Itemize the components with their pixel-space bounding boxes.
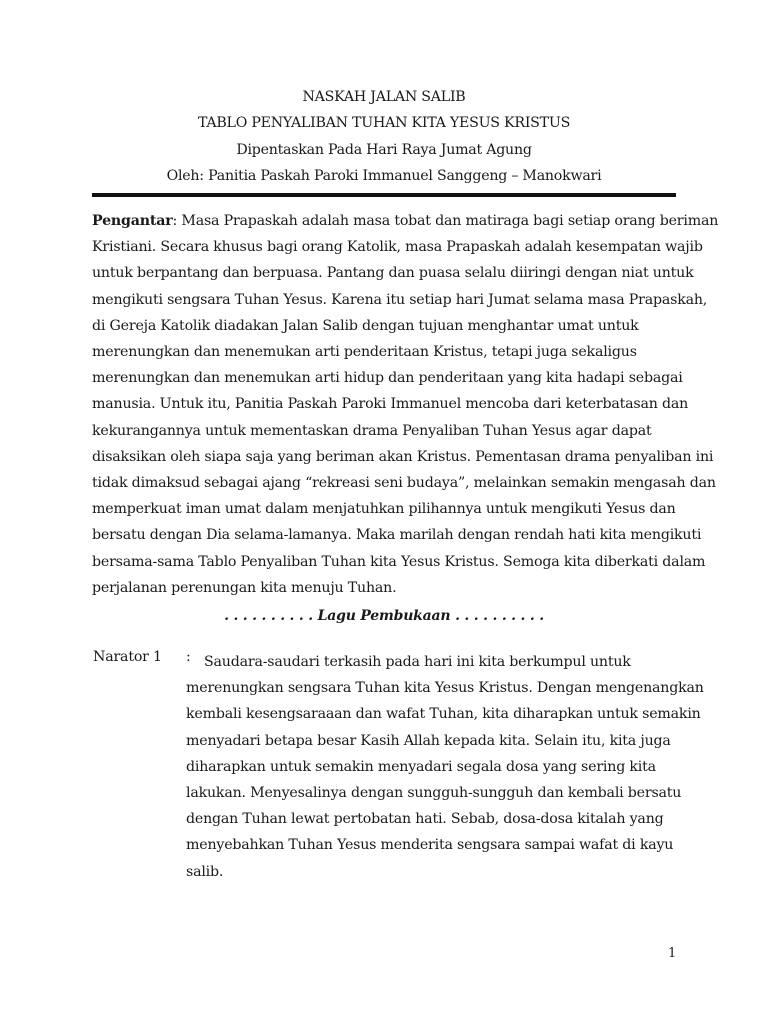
narrator-line: menyebahkan Tuhan Yesus menderita sengsara sampai wafat di kayu <box>186 837 674 854</box>
intro-line: bersama-sama Tablo Penyaliban Tuhan kita Yesus Kristus. Semoga kita diberkati dalam <box>92 553 706 570</box>
intro-line: disaksikan oleh siapa saja yang beriman akan Kristus. Pementasan drama penyaliban ini <box>92 448 714 465</box>
organizer-credit: Oleh: Panitia Paskah Paroki Immanuel Sanggeng – Manokwari <box>166 167 602 184</box>
intro-line: perjalanan perenungan kita menuju Tuhan. <box>92 579 397 596</box>
narrator-line: diharapkan untuk semakin menyadari segala dosa yang sering kita <box>186 758 656 775</box>
narrator-line: kembali kesengsaraaan dan wafat Tuhan, kita diharapkan untuk semakin <box>186 706 701 723</box>
intro-label: Pengantar <box>92 213 173 229</box>
intro-line: tidak dimaksud sebagai ajang “rekreasi seni budaya”, melainkan semakin mengasah dan <box>92 475 716 492</box>
narrator-line: Saudara-saudari terkasih pada hari ini kita berkumpul untuk <box>204 654 631 670</box>
header-divider <box>92 193 676 197</box>
narrator-line: dengan Tuhan lewat pertobatan hati. Sebab, dosa-dosa kitalah yang <box>186 811 664 828</box>
narrator-label: Narator 1 <box>93 649 162 665</box>
narrator-line: salib. <box>186 863 224 880</box>
intro-line: memperkuat iman umat dalam menjatuhkan pilihannya untuk mengikuti Yesus dan <box>92 501 676 518</box>
intro-line-text: : Masa Prapaskah adalah masa tobat dan matiraga bagi setiap orang beriman <box>172 213 719 229</box>
document-subtitle: TABLO PENYALIBAN TUHAN KITA YESUS KRISTUS <box>197 115 571 132</box>
intro-line: bersatu dengan Dia selama-lamanya. Maka marilah dengan rendah hati kita mengikuti <box>92 527 702 544</box>
page-number: 1 <box>668 946 677 961</box>
narrator-dialogue <box>186 649 704 885</box>
document-header <box>92 84 676 189</box>
intro-line: kekurangannya untuk mementaskan drama Penyaliban Tuhan Yesus agar dapat <box>92 422 652 439</box>
song-title: . . . . . . . . . . Lagu Pembukaan . . . . . . . . . . <box>224 608 544 624</box>
intro-line: merenungkan dan menemukan arti hidup dan penderitaan yang kita hadapi sebagai <box>92 370 683 387</box>
narrator-line: menyadari betapa besar Kasih Allah kepada kita. Selain itu, kita juga <box>186 732 671 749</box>
performance-occasion: Dipentaskan Pada Hari Raya Jumat Agung <box>236 141 532 158</box>
intro-line: Kristiani. Secara khusus bagi orang Katolik, masa Prapaskah adalah kesempatan wajib <box>92 239 703 256</box>
introduction-section <box>92 208 719 601</box>
intro-line: mengikuti sengsara Tuhan Yesus. Karena itu setiap hari Jumat selama masa Prapaskah, <box>92 291 708 308</box>
intro-line: merenungkan dan menemukan arti penderitaan Kristus, tetapi juga sekaligus <box>92 344 637 361</box>
narrator-line: lakukan. Menyesalinya dengan sungguh-sungguh dan kembali bersatu <box>186 785 682 802</box>
document-title: NASKAH JALAN SALIB <box>302 89 466 105</box>
intro-line: untuk berpantang dan berpuasa. Pantang dan puasa selalu diiringi dengan niat untuk <box>92 265 694 282</box>
intro-line: manusia. Untuk itu, Panitia Paskah Paroki Immanuel mencoba dari keterbatasan dan <box>92 396 689 413</box>
intro-line <box>92 208 719 234</box>
narrator-colon: : <box>186 649 191 665</box>
narrator-line: merenungkan sengsara Tuhan kita Yesus Kristus. Dengan mengenangkan <box>186 680 704 697</box>
intro-line: di Gereja Katolik diadakan Jalan Salib dengan tujuan menghantar umat untuk <box>92 317 639 334</box>
